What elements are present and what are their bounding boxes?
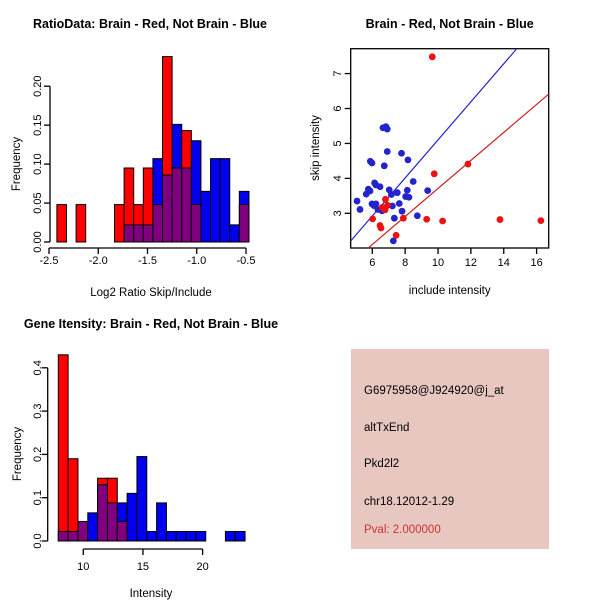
- scatter-point: [381, 162, 388, 169]
- y-tick-label: 0.4: [32, 360, 44, 376]
- hist-bar: [147, 531, 157, 541]
- hist-bar: [230, 225, 240, 242]
- scatter-point: [405, 156, 412, 163]
- y-tick-label: 0.00: [32, 231, 44, 253]
- x-tick-label: -0.5: [236, 255, 256, 267]
- x-tick-label: -2.5: [39, 255, 59, 267]
- plot-title: Gene Itensity: Brain - Red, Not Brain - Blue: [23, 317, 279, 331]
- scatter-point: [391, 215, 398, 222]
- hist-bar-overlap: [153, 205, 163, 242]
- scatter-point: [384, 126, 391, 133]
- scatter-point: [369, 160, 376, 167]
- hist-bar: [220, 159, 230, 242]
- scatter-point: [396, 200, 403, 207]
- y-tick-label: 0.10: [32, 153, 44, 175]
- y-tick-label: 0.2: [32, 446, 44, 463]
- x-tick-label: -1.5: [138, 255, 157, 267]
- y-tick-label: 3: [332, 210, 344, 217]
- gene-histogram: [12, 317, 278, 600]
- x-tick-label: 20: [196, 561, 209, 573]
- y-tick-label: 7: [332, 70, 344, 77]
- scatter-point: [410, 178, 417, 185]
- x-tick-label: 8: [402, 257, 409, 269]
- y-axis-label: skip intensity: [310, 115, 322, 181]
- scatter-point: [367, 188, 374, 195]
- not-brain-fit-line: [351, 49, 517, 241]
- plot-title: Brain - Red, Not Brain - Blue: [365, 17, 534, 31]
- scatter-point: [537, 217, 544, 224]
- scatter-point: [384, 148, 391, 155]
- scatter-point: [429, 53, 436, 60]
- y-tick-label: 0.3: [32, 403, 44, 419]
- hist-bar: [127, 493, 137, 541]
- info-line-event-type: altTxEnd: [364, 422, 410, 434]
- hist-bar-overlap: [134, 225, 144, 242]
- y-tick-label: 0.0: [32, 533, 44, 549]
- hist-bar: [201, 191, 211, 242]
- scatter-point: [369, 215, 376, 222]
- hist-bar-overlap: [58, 531, 68, 541]
- hist-bar: [57, 205, 67, 242]
- info-panel: [351, 349, 549, 549]
- x-tick-label: 10: [431, 257, 445, 269]
- x-tick-label: 16: [530, 257, 543, 269]
- hist-bar: [211, 159, 221, 242]
- hist-bar: [68, 459, 78, 541]
- info-line-pval: Pval: 2.000000: [364, 524, 441, 536]
- plot-title: RatioData: Brain - Red, Not Brain - Blue: [32, 17, 268, 31]
- hist-bar-overlap: [98, 485, 108, 541]
- hist-bar: [186, 531, 196, 541]
- scatter-point: [404, 187, 411, 194]
- y-tick-label: 0.20: [32, 75, 44, 97]
- hist-bar: [157, 503, 167, 541]
- hist-bar-overlap: [107, 503, 117, 541]
- x-axis-label: include intensity: [408, 285, 491, 297]
- hist-bar-overlap: [163, 175, 173, 242]
- hist-bar-overlap: [172, 168, 182, 242]
- hist-bar: [137, 457, 147, 541]
- hist-bar-overlap: [191, 205, 201, 242]
- scatter-point: [393, 232, 400, 239]
- hist-bar-overlap: [78, 522, 88, 541]
- hist-bar-overlap: [117, 522, 127, 541]
- hist-bar-overlap: [124, 225, 134, 242]
- hist-bar: [76, 205, 86, 242]
- hist-bar-overlap: [143, 225, 153, 242]
- hist-bar-overlap: [68, 531, 78, 541]
- y-axis-label: Frequency: [12, 426, 24, 482]
- scatter-point: [465, 161, 472, 168]
- hist-bar-overlap: [239, 205, 249, 242]
- y-tick-label: 6: [332, 105, 344, 112]
- scatter-point: [399, 208, 406, 215]
- y-tick-label: 5: [332, 140, 344, 147]
- hist-bar-overlap: [182, 168, 192, 242]
- x-tick-label: -2.0: [88, 255, 108, 267]
- info-line-probeset: G6975958@J924920@j_at: [364, 385, 504, 397]
- scatter-point: [414, 212, 421, 219]
- hist-bar: [88, 513, 98, 541]
- hist-bar: [196, 531, 206, 541]
- scatter-point: [406, 194, 413, 201]
- scatter-point: [439, 218, 446, 225]
- x-tick-label: 10: [77, 561, 90, 573]
- scatter-point: [398, 150, 405, 157]
- x-tick-label: 12: [464, 257, 478, 269]
- plot-box: [351, 49, 549, 248]
- ratio-histogram: [11, 17, 267, 299]
- scatter-point: [378, 225, 385, 232]
- scatter-point: [377, 183, 384, 190]
- brain-fit-line: [368, 94, 548, 248]
- scatter-point: [423, 216, 430, 223]
- scatter-point: [382, 206, 389, 213]
- scatter-point: [400, 215, 407, 222]
- hist-bar: [166, 531, 176, 541]
- x-tick-label: 15: [136, 561, 150, 573]
- y-axis-label: Frequency: [11, 136, 23, 192]
- y-tick-label: 4: [332, 175, 344, 182]
- intensity-scatter: [310, 17, 549, 297]
- info-line-locus: chr18.12012-1.29: [364, 496, 455, 508]
- hist-bar: [235, 531, 245, 541]
- y-tick-label: 0.05: [32, 192, 44, 214]
- x-axis-label: Intensity: [129, 588, 173, 600]
- scatter-point: [394, 189, 401, 196]
- scatter-point: [382, 196, 389, 203]
- info-line-gene-symbol: Pkd2l2: [364, 458, 400, 470]
- hist-bar: [115, 205, 125, 242]
- x-tick-label: -1.0: [187, 255, 207, 267]
- y-tick-label: 0.15: [32, 114, 44, 136]
- hist-bar: [176, 531, 186, 541]
- scatter-point: [424, 187, 431, 194]
- x-tick-label: 6: [369, 257, 376, 269]
- scatter-point: [431, 170, 438, 177]
- y-tick-label: 0.1: [32, 490, 44, 506]
- x-tick-label: 14: [497, 257, 510, 269]
- x-axis-label: Log2 Ratio Skip/Include: [90, 287, 212, 299]
- scatter-point: [357, 206, 364, 213]
- hist-bar: [58, 355, 68, 541]
- scatter-point: [388, 191, 395, 198]
- scatter-point: [354, 198, 361, 205]
- scatter-point: [497, 216, 504, 223]
- hist-bar: [225, 531, 235, 541]
